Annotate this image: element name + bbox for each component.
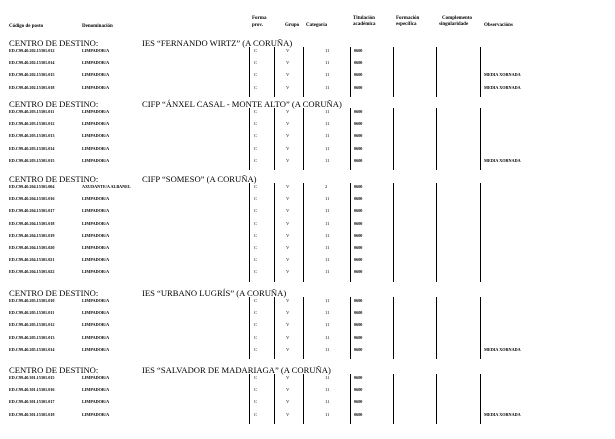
cell-titulacion: 0600 (354, 411, 363, 417)
cell-forma: C (254, 334, 258, 340)
cell-grupo: V (286, 387, 290, 393)
cell-forma: C (254, 109, 258, 114)
cell-grupo: V (286, 257, 290, 263)
table-row (0, 133, 615, 145)
cell-codigo: ED.C99.40.203.15301.014 (9, 145, 55, 151)
cell-forma: C (254, 346, 258, 352)
table-row (0, 85, 615, 97)
cell-categoria: 11 (325, 334, 330, 340)
cell-grupo: V (286, 399, 290, 405)
cell-grupo: V (286, 375, 290, 380)
table-row (0, 208, 615, 220)
cell-forma: C (254, 375, 258, 380)
cell-observaciones: MEDIA XORNADA (484, 157, 521, 163)
cell-denominacion: LIMPADOR/A (82, 121, 110, 127)
table-row (0, 412, 615, 424)
cell-titulacion: 0600 (354, 208, 363, 214)
cell-denominacion: LIMPADOR/A (82, 411, 110, 417)
cell-titulacion: 0600 (354, 133, 363, 139)
centro-label: CENTRO DE DESTINO: (9, 38, 99, 48)
cell-forma: C (254, 298, 258, 303)
cell-codigo: ED.C99.40.203.15301.011 (9, 109, 55, 114)
cell-grupo: V (286, 220, 290, 226)
cell-denominacion: LIMPADOR/A (82, 208, 110, 214)
cell-forma: C (254, 411, 258, 417)
cell-titulacion: 0600 (354, 375, 363, 380)
cell-denominacion: LIMPADOR/A (82, 322, 110, 328)
cell-categoria: 11 (325, 121, 330, 127)
cell-codigo: ED.C99.40.204.15301.021 (9, 257, 55, 263)
cell-denominacion: LIMPADOR/A (82, 220, 110, 226)
cell-forma: C (254, 208, 258, 214)
cell-grupo: V (286, 121, 290, 127)
cell-codigo: ED.C99.40.301.15301.016 (9, 387, 55, 393)
cell-codigo: ED.C99.40.202.15301.015 (9, 72, 55, 78)
cell-categoria: 11 (325, 346, 330, 352)
cell-titulacion: 0600 (354, 334, 363, 340)
cell-forma: C (254, 232, 258, 238)
header-forma-line2: prov. (252, 23, 263, 28)
header-grupo: Grupo (285, 23, 300, 28)
cell-grupo: V (286, 84, 290, 90)
centro-name: CIFP “SOMESO” (A CORUÑA) (142, 174, 257, 184)
table-row (0, 109, 615, 121)
cell-denominacion: LIMPADOR/A (82, 399, 110, 405)
cell-denominacion: LIMPADOR/A (82, 232, 110, 238)
table-row (0, 233, 615, 245)
cell-grupo: V (286, 48, 290, 53)
cell-categoria: 11 (325, 60, 330, 66)
cell-denominacion: LIMPADOR/A (82, 48, 110, 53)
cell-grupo: V (286, 157, 290, 163)
cell-denominacion: LIMPADOR/A (82, 157, 110, 163)
cell-grupo: V (286, 184, 290, 189)
cell-categoria: 11 (325, 157, 330, 163)
cell-denominacion: LIMPADOR/A (82, 245, 110, 250)
cell-categoria: 11 (325, 232, 330, 238)
table-row (0, 48, 615, 60)
cell-codigo: ED.C99.40.204.15301.016 (9, 196, 55, 202)
cell-denominacion: LIMPADOR/A (82, 109, 110, 114)
table-row (0, 146, 615, 158)
cell-codigo: ED.C99.40.203.15301.013 (9, 133, 55, 139)
cell-titulacion: 0600 (354, 399, 363, 405)
cell-codigo: ED.C99.40.204.15301.022 (9, 269, 55, 275)
cell-denominacion: LIMPADOR/A (82, 257, 110, 263)
table-row (0, 245, 615, 257)
table-row (0, 196, 615, 208)
cell-denominacion: LIMPADOR/A (82, 145, 110, 151)
table-row (0, 72, 615, 84)
cell-titulacion: 0600 (354, 84, 363, 90)
cell-grupo: V (286, 208, 290, 214)
cell-forma: C (254, 133, 258, 139)
cell-forma: C (254, 196, 258, 202)
cell-titulacion: 0600 (354, 322, 363, 328)
cell-observaciones: MEDIA XORNADA (484, 346, 521, 352)
cell-codigo: ED.C99.40.204.15301.004 (9, 184, 55, 189)
cell-titulacion: 0600 (354, 232, 363, 238)
cell-forma: C (254, 387, 258, 393)
cell-titulacion: 0600 (354, 269, 363, 275)
table-row (0, 387, 615, 399)
cell-codigo: ED.C99.40.301.15301.017 (9, 399, 55, 405)
cell-grupo: V (286, 60, 290, 66)
cell-categoria: 11 (325, 109, 330, 114)
cell-codigo: ED.C99.40.202.15301.018 (9, 84, 55, 90)
cell-denominacion: LIMPADOR/A (82, 72, 110, 78)
cell-titulacion: 0600 (354, 48, 363, 53)
table-row (0, 347, 615, 359)
cell-denominacion: AXUDANTE/A ALBANEL (82, 184, 131, 189)
cell-denominacion: LIMPADOR/A (82, 84, 110, 90)
header-complemento-line1: Complemento (442, 16, 472, 21)
cell-forma: C (254, 257, 258, 263)
table-row (0, 322, 615, 334)
cell-categoria: 11 (325, 220, 330, 226)
cell-categoria: 11 (325, 145, 330, 151)
centro-label: CENTRO DE DESTINO: (9, 174, 99, 184)
table-row (0, 310, 615, 322)
centro-name: IES “FERNANDO WIRTZ” (A CORUÑA) (142, 38, 293, 48)
cell-titulacion: 0600 (354, 310, 363, 316)
cell-grupo: V (286, 298, 290, 303)
header-formacion-line1: Formación (396, 16, 420, 21)
cell-codigo: ED.C99.40.202.15301.012 (9, 48, 55, 53)
cell-categoria: 11 (325, 269, 330, 275)
cell-denominacion: LIMPADOR/A (82, 196, 110, 202)
cell-forma: C (254, 145, 258, 151)
cell-forma: C (254, 184, 258, 189)
cell-titulacion: 0600 (354, 387, 363, 393)
cell-grupo: V (286, 310, 290, 316)
cell-titulacion: 0600 (354, 220, 363, 226)
table-row (0, 158, 615, 170)
cell-titulacion: 0600 (354, 121, 363, 127)
table-row (0, 298, 615, 310)
centro-name: IES “URBANO LUGRÍS” (A CORUÑA) (142, 288, 287, 298)
cell-forma: C (254, 84, 258, 90)
table-row (0, 257, 615, 269)
cell-forma: C (254, 157, 258, 163)
cell-forma: C (254, 310, 258, 316)
cell-codigo: ED.C99.40.204.15301.017 (9, 208, 55, 214)
cell-categoria: 11 (325, 208, 330, 214)
cell-denominacion: LIMPADOR/A (82, 346, 110, 352)
cell-denominacion: LIMPADOR/A (82, 334, 110, 340)
cell-categoria: 11 (325, 322, 330, 328)
cell-categoria: 11 (325, 245, 330, 250)
cell-titulacion: 0600 (354, 145, 363, 151)
cell-codigo: ED.C99.40.205.15301.012 (9, 322, 55, 328)
cell-codigo: ED.C99.40.205.15301.013 (9, 334, 55, 340)
cell-denominacion: LIMPADOR/A (82, 60, 110, 66)
cell-categoria: 11 (325, 84, 330, 90)
cell-categoria: 11 (325, 387, 330, 393)
cell-observaciones: MEDIA XORNADA (484, 411, 521, 417)
header-complemento-line2: singularidade (439, 22, 469, 27)
table-row (0, 269, 615, 281)
cell-grupo: V (286, 245, 290, 250)
cell-codigo: ED.C99.40.204.15301.020 (9, 245, 55, 250)
cell-grupo: V (286, 196, 290, 202)
cell-titulacion: 0600 (354, 60, 363, 66)
cell-denominacion: LIMPADOR/A (82, 269, 110, 275)
header-categoria: Categoría (306, 23, 328, 28)
table-row (0, 184, 615, 196)
cell-titulacion: 0600 (354, 157, 363, 163)
cell-categoria: 11 (325, 298, 330, 303)
centro-label: CENTRO DE DESTINO: (9, 288, 99, 298)
header-forma-line1: Forma (252, 16, 267, 21)
cell-categoria: 11 (325, 196, 330, 202)
cell-titulacion: 0600 (354, 245, 363, 250)
cell-titulacion: 0600 (354, 196, 363, 202)
cell-titulacion: 0600 (354, 346, 363, 352)
cell-grupo: V (286, 133, 290, 139)
table-row (0, 399, 615, 411)
cell-titulacion: 0600 (354, 298, 363, 303)
cell-codigo: ED.C99.40.203.15301.015 (9, 157, 55, 163)
cell-forma: C (254, 399, 258, 405)
cell-codigo: ED.C99.40.301.15301.018 (9, 411, 55, 417)
cell-forma: C (254, 245, 258, 250)
header-codigo: Código de posto (9, 24, 44, 29)
centro-label: CENTRO DE DESTINO: (9, 365, 99, 375)
table-row (0, 335, 615, 347)
cell-grupo: V (286, 269, 290, 275)
cell-denominacion: LIMPADOR/A (82, 310, 110, 316)
cell-forma: C (254, 269, 258, 275)
header-titulacion-line1: Titulación (353, 16, 375, 21)
cell-forma: C (254, 60, 258, 66)
centro-name: CIFP “ÁNXEL CASAL - MONTE ALTO” (A CORUÑA) (142, 99, 342, 109)
table-row (0, 121, 615, 133)
table-row (0, 375, 615, 387)
centro-name: IES “SALVADOR DE MADARIAGA” (A CORUÑA) (142, 365, 331, 375)
cell-categoria: 11 (325, 48, 330, 53)
cell-observaciones: MEDIA XORNADA (484, 72, 521, 78)
table-header (0, 14, 615, 34)
cell-categoria: 11 (325, 310, 330, 316)
header-titulacion-line2: académica (353, 22, 376, 27)
cell-categoria: 11 (325, 72, 330, 78)
cell-codigo: ED.C99.40.205.15301.011 (9, 310, 55, 316)
header-observaciones: Observacións (484, 23, 513, 28)
centro-label: CENTRO DE DESTINO: (9, 99, 99, 109)
cell-codigo: ED.C99.40.202.15301.014 (9, 60, 55, 66)
table-row (0, 60, 615, 72)
cell-grupo: V (286, 72, 290, 78)
cell-observaciones: MEDIA XORNADA (484, 84, 521, 90)
cell-titulacion: 0600 (354, 72, 363, 78)
cell-categoria: 2 (325, 184, 328, 189)
header-formacion-line2: específica (396, 22, 417, 27)
cell-grupo: V (286, 145, 290, 151)
cell-denominacion: LIMPADOR/A (82, 387, 110, 393)
cell-forma: C (254, 72, 258, 78)
cell-codigo: ED.C99.40.205.15301.010 (9, 298, 55, 303)
cell-grupo: V (286, 346, 290, 352)
cell-codigo: ED.C99.40.301.15301.015 (9, 375, 55, 380)
header-denominacion: Denominación (82, 24, 113, 29)
cell-grupo: V (286, 109, 290, 114)
cell-codigo: ED.C99.40.203.15301.012 (9, 121, 55, 127)
cell-categoria: 11 (325, 399, 330, 405)
cell-forma: C (254, 322, 258, 328)
cell-denominacion: LIMPADOR/A (82, 375, 110, 380)
cell-codigo: ED.C99.40.205.15301.014 (9, 346, 55, 352)
cell-forma: C (254, 220, 258, 226)
cell-grupo: V (286, 232, 290, 238)
cell-codigo: ED.C99.40.204.15301.019 (9, 232, 55, 238)
cell-titulacion: 0600 (354, 184, 363, 189)
cell-forma: C (254, 121, 258, 127)
cell-categoria: 11 (325, 257, 330, 263)
cell-categoria: 11 (325, 133, 330, 139)
cell-denominacion: LIMPADOR/A (82, 298, 110, 303)
cell-denominacion: LIMPADOR/A (82, 133, 110, 139)
cell-titulacion: 0600 (354, 109, 363, 114)
cell-grupo: V (286, 411, 290, 417)
cell-grupo: V (286, 322, 290, 328)
cell-grupo: V (286, 334, 290, 340)
cell-titulacion: 0600 (354, 257, 363, 263)
cell-forma: C (254, 48, 258, 53)
table-row (0, 221, 615, 233)
cell-categoria: 11 (325, 411, 330, 417)
cell-codigo: ED.C99.40.204.15301.018 (9, 220, 55, 226)
cell-categoria: 11 (325, 375, 330, 380)
